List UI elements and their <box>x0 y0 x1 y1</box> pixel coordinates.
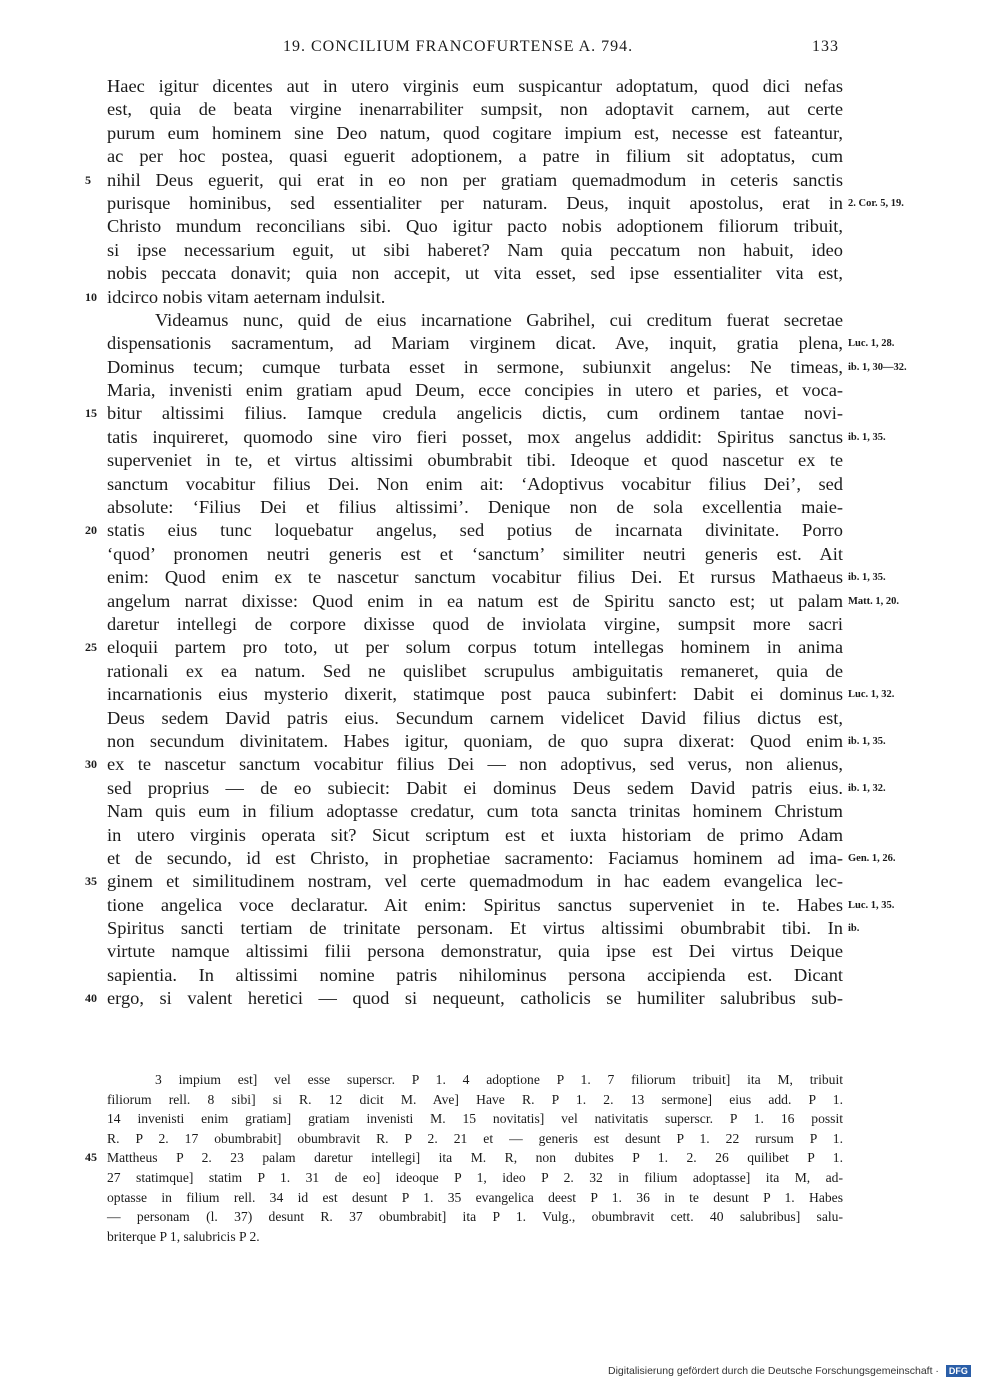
marginal-reference: ib. <box>848 923 860 935</box>
line-text: Maria, invenisti enim gratiam apud Deum, ecce concipies in utero et paries, et voca- <box>107 380 843 401</box>
text-line <box>107 777 886 800</box>
line-text: nobis peccata donavit; quia non accepit, ut vita esset, sed ipse essentialiter vita est, <box>107 263 843 284</box>
text-line <box>107 145 843 168</box>
line-number: 15 <box>85 406 97 421</box>
text-line <box>85 169 843 192</box>
marginal-reference: ib. 1, 32. <box>848 782 886 794</box>
text-line <box>107 98 843 121</box>
line-number: 25 <box>85 640 97 655</box>
text-line <box>107 566 886 589</box>
line-text: nihil Deus eguerit, qui erat in eo non per gratiam quemadmodum in ceteris sanctis <box>107 169 843 190</box>
text-line <box>107 800 843 823</box>
line-text: daretur intellegi de corpore dixisse quod de inviolata virgine, sumpsit more sacri <box>107 613 843 634</box>
line-text: ergo, si valent heretici — quod si nequeunt, catholicis se humiliter salubribus sub- <box>107 988 843 1009</box>
line-text: in utero virginis operata sit? Sicut scriptum est et iuxta historiam de primo Adam <box>107 824 843 845</box>
running-title: 19. CONCILIUM FRANCOFURTENSE A. 794. <box>283 38 634 55</box>
text-line <box>107 917 860 940</box>
line-text: angelum narrat dixisse: Quod enim in ea natum est de Spiritu sancto est; ut palam <box>107 590 843 611</box>
line-text: filiorum rell. 8 sibi] si R. 12 dicit M. Ave] Have R. P 1. 2. 13 sermone] eius add. P 1. <box>107 1091 843 1107</box>
marginal-reference: Luc. 1, 32. <box>848 689 895 701</box>
note-line <box>107 1070 843 1090</box>
line-text: Christo mundum reconcilians sibi. Quo igitur pacto nobis adoptionem filiorum tribuit, <box>107 216 843 237</box>
line-text: incarnationis eius mysterio dixerit, statimque post pauca subinfert: Dabit ei dominus <box>107 684 843 705</box>
line-text: 14 invenisti enim gratiam] gratiam invenisti M. 15 novitatis] vel nativitatis superscr. P 1. 16 possit <box>107 1111 843 1127</box>
line-text: purisque hominibus, sed essentialiter per naturam. Deus, inquit apostolus, erat in <box>107 192 843 213</box>
text-line <box>107 75 843 98</box>
line-text: Spiritus sancti tertiam de trinitate personam. Et virtus altissimi obumbrabit tibi. In <box>107 918 843 939</box>
marginal-reference: ib. 1, 35. <box>848 572 886 584</box>
text-line <box>85 286 843 309</box>
line-text: tatis inquireret, quomodo sine viro fieri posset, mox angelus addidit: Spiritus sanctus <box>107 426 843 447</box>
text-line <box>107 496 843 519</box>
text-line <box>107 940 843 963</box>
line-number: 30 <box>85 757 97 772</box>
dfg-logo-icon: DFG <box>946 1365 971 1377</box>
marginal-reference: ib. 1, 35. <box>848 735 886 747</box>
line-text: virtute namque altissimi filii persona demonstratur, quia ipse est Dei virtus Deique <box>107 941 843 962</box>
line-text: Nam quis eum in filium adoptasse credatur, cum tota sancta trinitas hominem Christum <box>107 801 843 822</box>
line-number: 45 <box>85 1150 97 1165</box>
page-number: 133 <box>812 38 839 55</box>
text-line <box>107 847 896 870</box>
line-text: 3 impium est] vel esse superscr. P 1. 4 adoptione P 1. 7 filiorum tribuit] ita M, tribuit <box>155 1072 843 1087</box>
line-text: et de secundo, id est Christo, in prophetiae sacramento: Faciamus hominem ad ima- <box>107 847 843 868</box>
text-line <box>107 590 900 613</box>
text-line <box>85 519 843 542</box>
line-text: dispensationis sacramentum, ad Mariam virginem dicat. Ave, inquit, gratia plena, <box>107 333 843 354</box>
text-line <box>107 707 843 730</box>
text-line <box>107 426 886 449</box>
line-text: absolute: ‘Filius Dei et filius altissimi’. Denique non de sola excellentia maie- <box>107 497 843 518</box>
text-line <box>107 192 904 215</box>
text-line <box>85 870 843 893</box>
text-line <box>107 262 843 285</box>
note-line <box>107 1188 843 1208</box>
line-text: superveniet in te, et virtus altissimi obumbrabit tibi. Ideoque et quod nascetur ex te <box>107 450 843 471</box>
text-line <box>85 402 843 425</box>
main-text <box>85 75 907 1011</box>
footer-text: Digitalisierung gefördert durch die Deutsche Forschungsgemeinschaft · <box>608 1365 939 1377</box>
text-line <box>107 122 843 145</box>
text-line <box>107 824 843 847</box>
line-number: 10 <box>85 289 97 304</box>
note-line <box>107 1227 843 1247</box>
line-text: ac per hoc postea, quasi eguerit adoptionem, a patre in filium sit adoptatus, cum <box>107 146 843 167</box>
line-text: est, quia de beata virgine inenarrabiliter sumpsit, non adoptavit carnem, aut certe <box>107 99 843 120</box>
text-line <box>107 239 843 262</box>
note-line <box>107 1129 843 1149</box>
line-text: si ipse necessarium eguit, ut sibi haberet? Nam quia peccatum non habuit, ideo <box>107 239 843 260</box>
marginal-reference: Luc. 1, 35. <box>848 899 895 911</box>
line-text: sanctum vocabitur filius Dei. Non enim ait: ‘Adoptivus vocabitur filius Dei’, sed <box>107 473 843 494</box>
marginal-reference: ib. 1, 35. <box>848 431 886 443</box>
line-text: Dominus tecum; cumque turbata esset in sermone, subiunxit angelus: Ne timeas, <box>107 356 843 377</box>
text-line <box>85 987 843 1010</box>
text-line <box>107 613 843 636</box>
running-header <box>0 38 1000 62</box>
text-line <box>107 964 843 987</box>
funding-footer <box>608 1365 971 1377</box>
line-text: ‘quod’ pronomen neutri generis est et ‘sanctum’ similiter neutri generis est. Ait <box>107 543 843 564</box>
line-text: tione angelica voce declaratur. Ait enim: Spiritus sanctus superveniet in te. Habes <box>107 894 843 915</box>
line-text: Videamus nunc, quid de eius incarnatione Gabrihel, cui creditum fuerat secretae <box>155 309 843 330</box>
marginal-reference: Gen. 1, 26. <box>848 852 896 864</box>
text-line <box>107 660 843 683</box>
critical-apparatus <box>85 1070 843 1246</box>
text-line <box>107 449 843 472</box>
line-number: 35 <box>85 874 97 889</box>
line-number: 5 <box>85 172 91 187</box>
line-text: statis eius tunc loquebatur angelus, sed potius de incarnata divinitate. Porro <box>107 520 843 541</box>
line-text: non secundum divinitatem. Habes igitur, quoniam, de quo supra dixerat: Quod enim <box>107 730 843 751</box>
line-text: 27 statimque] statim P 1. 31 de eo] ideoque P 1, ideo P 2. 32 in filium adoptasse] ita M, ad- <box>107 1169 843 1185</box>
line-text: enim: Quod enim ex te nascetur sanctum vocabitur filius Dei. Et rursus Mathaeus <box>107 567 843 588</box>
line-number: 40 <box>85 991 97 1006</box>
text-line <box>107 473 843 496</box>
note-line <box>107 1109 843 1129</box>
text-line <box>107 309 843 332</box>
line-text: eloquii partem pro toto, ut per solum corpus totum intellegas hominem in anima <box>107 637 843 658</box>
text-line <box>85 753 843 776</box>
text-line <box>107 683 895 706</box>
text-line <box>107 215 843 238</box>
note-line <box>107 1090 843 1110</box>
note-line <box>85 1148 843 1168</box>
text-line <box>107 356 907 379</box>
line-text: briterque P 1, salubricis P 2. <box>107 1228 260 1244</box>
line-text: idcirco nobis vitam aeternam indulsit. <box>107 286 386 307</box>
marginal-reference: ib. 1, 30—32. <box>848 361 907 373</box>
line-text: bitur altissimi filius. Iamque credula angelicis dictis, cum ordinem tantae novi- <box>107 403 843 424</box>
text-line <box>107 332 895 355</box>
line-text: ginem et similitudinem nostram, vel certe quemadmodum in hac eadem evangelica lec- <box>107 871 843 892</box>
marginal-reference: Luc. 1, 28. <box>848 338 895 350</box>
line-number: 20 <box>85 523 97 538</box>
line-text: rationali ex ea natum. Sed ne quislibet scrupulus ambiguitatis remaneret, quia de <box>107 660 843 681</box>
text-line <box>85 636 843 659</box>
text-line <box>107 730 886 753</box>
marginal-reference: 2. Cor. 5, 19. <box>848 197 904 209</box>
line-text: — personam (l. 37) desunt R. 37 obumbrabit] ita P 1. Vulg., obumbravit cett. 40 salubribus] salu- <box>107 1209 843 1225</box>
line-text: purum eum hominem sine Deo natum, quod cogitare impium est, necesse est fateantur, <box>107 122 843 143</box>
line-text: sed proprius — de eo subiecit: Dabit ei dominus Deus sedem David patris eius. <box>107 777 843 798</box>
line-text: sapientia. In altissimi nomine patris nihilominus persona accipienda est. Dicant <box>107 964 843 985</box>
text-line <box>107 543 843 566</box>
line-text: optasse in filium rell. 34 id est desunt P 1. 35 evangelica deest P 1. 36 in te desunt P 1. Habes <box>107 1189 843 1205</box>
marginal-reference: Matt. 1, 20. <box>848 595 900 607</box>
line-text: Deus sedem David patris eius. Secundum carnem videlicet David filius dictus est, <box>107 707 843 728</box>
note-line <box>107 1168 843 1188</box>
note-line <box>107 1207 843 1227</box>
text-line <box>107 379 843 402</box>
line-text: ex te nascetur sanctum vocabitur filius Dei — non adoptivus, sed verus, non alienus, <box>107 754 843 775</box>
line-text: Mattheus P 2. 23 palam daretur intellegi] ita M. R, non dubites P 1. 2. 26 quilibet P 1. <box>107 1150 843 1166</box>
text-line <box>107 894 895 917</box>
line-text: Haec igitur dicentes aut in utero virginis eum suspicantur adoptatum, quod dici nefas <box>107 76 843 96</box>
line-text: R. P 2. 17 obumbrabit] obumbravit R. P 2. 21 et — generis est desunt P 1. 22 rursum P 1. <box>107 1130 843 1146</box>
